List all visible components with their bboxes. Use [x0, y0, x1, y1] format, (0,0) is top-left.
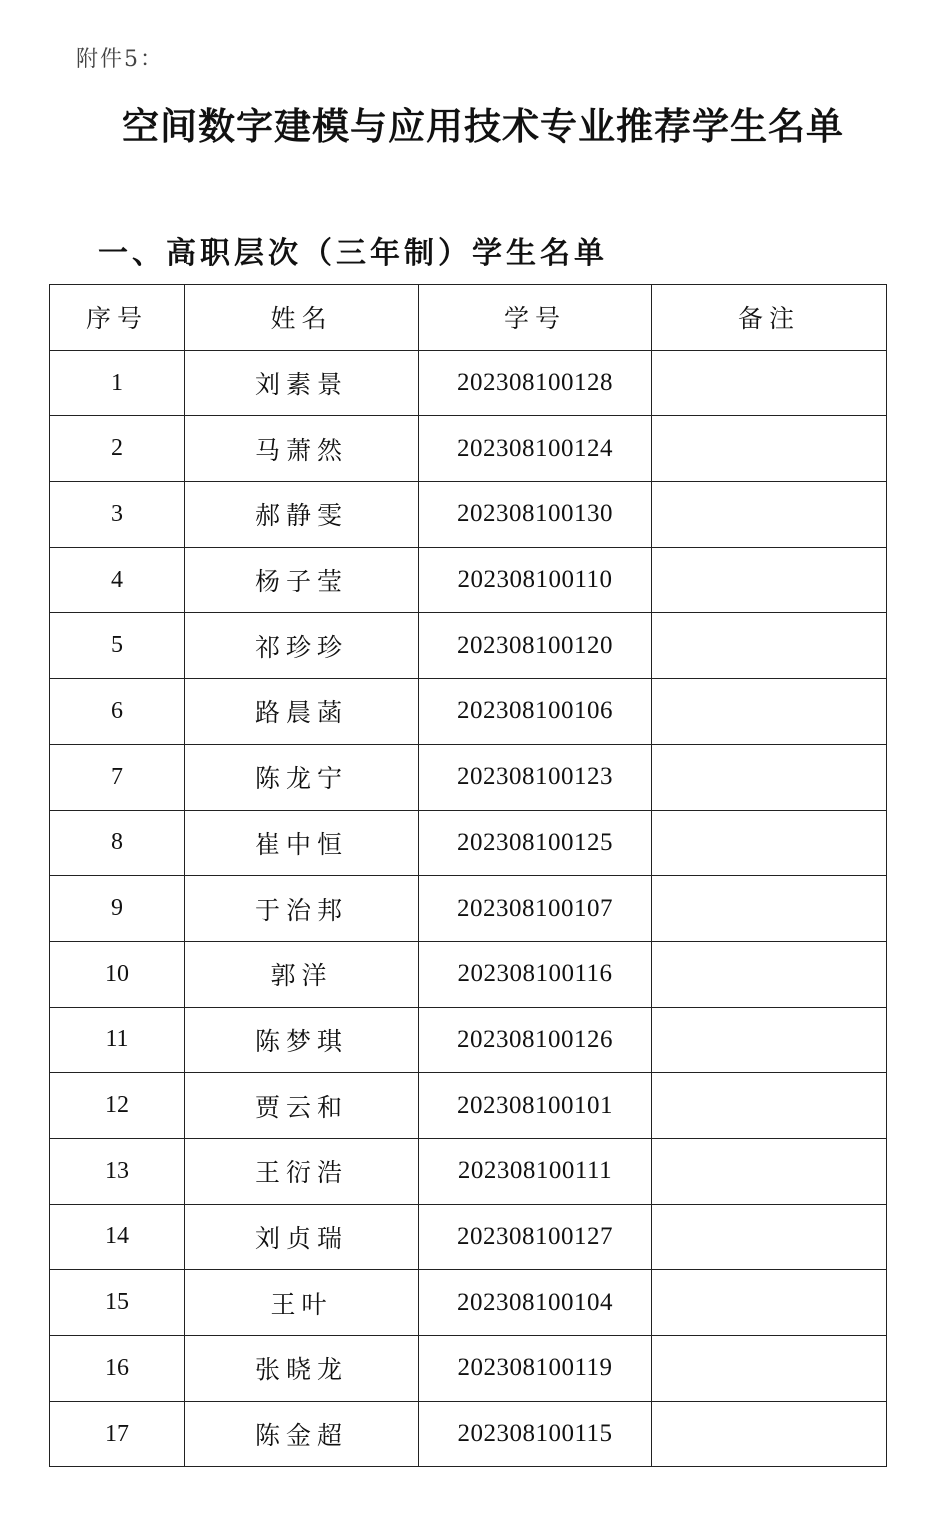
table-body — [50, 350, 887, 1467]
table-row — [50, 1270, 887, 1336]
cell-note — [652, 810, 887, 876]
cell-student-id: 202308100116 — [419, 941, 652, 1007]
cell-student-id: 202308100128 — [419, 350, 652, 416]
cell-name: 陈梦琪 — [185, 1007, 419, 1073]
document-title: 空间数字建模与应用技术专业推荐学生名单 — [122, 104, 844, 148]
cell-name: 贾云和 — [185, 1073, 419, 1139]
header-student-id: 学号 — [419, 285, 652, 351]
table-header — [50, 285, 887, 351]
table-row — [50, 1007, 887, 1073]
cell-note — [652, 744, 887, 810]
cell-note — [652, 1270, 887, 1336]
cell-student-id: 202308100125 — [419, 810, 652, 876]
table-row — [50, 1204, 887, 1270]
table-row — [50, 876, 887, 942]
cell-name: 路晨菡 — [185, 679, 419, 745]
cell-name: 刘贞瑞 — [185, 1204, 419, 1270]
student-roster-table — [49, 284, 887, 1467]
cell-name: 陈金超 — [185, 1401, 419, 1467]
table-row — [50, 1401, 887, 1467]
table-row — [50, 350, 887, 416]
cell-student-id: 202308100120 — [419, 613, 652, 679]
cell-student-id: 202308100110 — [419, 547, 652, 613]
table-row — [50, 1073, 887, 1139]
table-row — [50, 679, 887, 745]
cell-seq: 12 — [50, 1073, 185, 1139]
cell-student-id: 202308100106 — [419, 679, 652, 745]
cell-student-id: 202308100104 — [419, 1270, 652, 1336]
cell-name: 马萧然 — [185, 416, 419, 482]
cell-note — [652, 1073, 887, 1139]
table-row — [50, 941, 887, 1007]
cell-seq: 6 — [50, 679, 185, 745]
table-row — [50, 482, 887, 548]
table-row — [50, 744, 887, 810]
cell-student-id: 202308100115 — [419, 1401, 652, 1467]
cell-seq: 10 — [50, 941, 185, 1007]
cell-name: 刘素景 — [185, 350, 419, 416]
cell-seq: 11 — [50, 1007, 185, 1073]
cell-student-id: 202308100127 — [419, 1204, 652, 1270]
header-note: 备注 — [652, 285, 887, 351]
table-row — [50, 810, 887, 876]
header-row — [50, 285, 887, 351]
table-row — [50, 547, 887, 613]
cell-note — [652, 1204, 887, 1270]
cell-note — [652, 482, 887, 548]
cell-seq: 3 — [50, 482, 185, 548]
cell-name: 祁珍珍 — [185, 613, 419, 679]
cell-student-id: 202308100107 — [419, 876, 652, 942]
cell-note — [652, 1138, 887, 1204]
attachment-label: 附件5： — [76, 47, 164, 72]
cell-student-id: 202308100101 — [419, 1073, 652, 1139]
header-seq: 序号 — [50, 285, 185, 351]
table-row — [50, 1336, 887, 1402]
cell-name: 郝静雯 — [185, 482, 419, 548]
cell-student-id: 202308100130 — [419, 482, 652, 548]
cell-seq: 7 — [50, 744, 185, 810]
cell-seq: 8 — [50, 810, 185, 876]
cell-note — [652, 876, 887, 942]
cell-note — [652, 941, 887, 1007]
cell-seq: 14 — [50, 1204, 185, 1270]
cell-seq: 17 — [50, 1401, 185, 1467]
section-heading: 一、高职层次（三年制）学生名单 — [98, 236, 608, 271]
cell-student-id: 202308100124 — [419, 416, 652, 482]
cell-name: 王衍浩 — [185, 1138, 419, 1204]
cell-student-id: 202308100119 — [419, 1336, 652, 1402]
cell-seq: 2 — [50, 416, 185, 482]
cell-name: 杨子莹 — [185, 547, 419, 613]
cell-note — [652, 547, 887, 613]
cell-student-id: 202308100123 — [419, 744, 652, 810]
cell-note — [652, 613, 887, 679]
cell-note — [652, 679, 887, 745]
cell-seq: 13 — [50, 1138, 185, 1204]
cell-note — [652, 350, 887, 416]
cell-seq: 16 — [50, 1336, 185, 1402]
cell-name: 于治邦 — [185, 876, 419, 942]
cell-name: 王叶 — [185, 1270, 419, 1336]
cell-seq: 9 — [50, 876, 185, 942]
cell-seq: 5 — [50, 613, 185, 679]
cell-note — [652, 416, 887, 482]
cell-student-id: 202308100126 — [419, 1007, 652, 1073]
cell-name: 郭洋 — [185, 941, 419, 1007]
cell-seq: 4 — [50, 547, 185, 613]
cell-name: 陈龙宁 — [185, 744, 419, 810]
cell-note — [652, 1007, 887, 1073]
header-name: 姓名 — [185, 285, 419, 351]
table-row — [50, 416, 887, 482]
cell-name: 张晓龙 — [185, 1336, 419, 1402]
table-row — [50, 1138, 887, 1204]
table-row — [50, 613, 887, 679]
cell-note — [652, 1401, 887, 1467]
cell-seq: 1 — [50, 350, 185, 416]
cell-student-id: 202308100111 — [419, 1138, 652, 1204]
cell-note — [652, 1336, 887, 1402]
cell-name: 崔中恒 — [185, 810, 419, 876]
cell-seq: 15 — [50, 1270, 185, 1336]
